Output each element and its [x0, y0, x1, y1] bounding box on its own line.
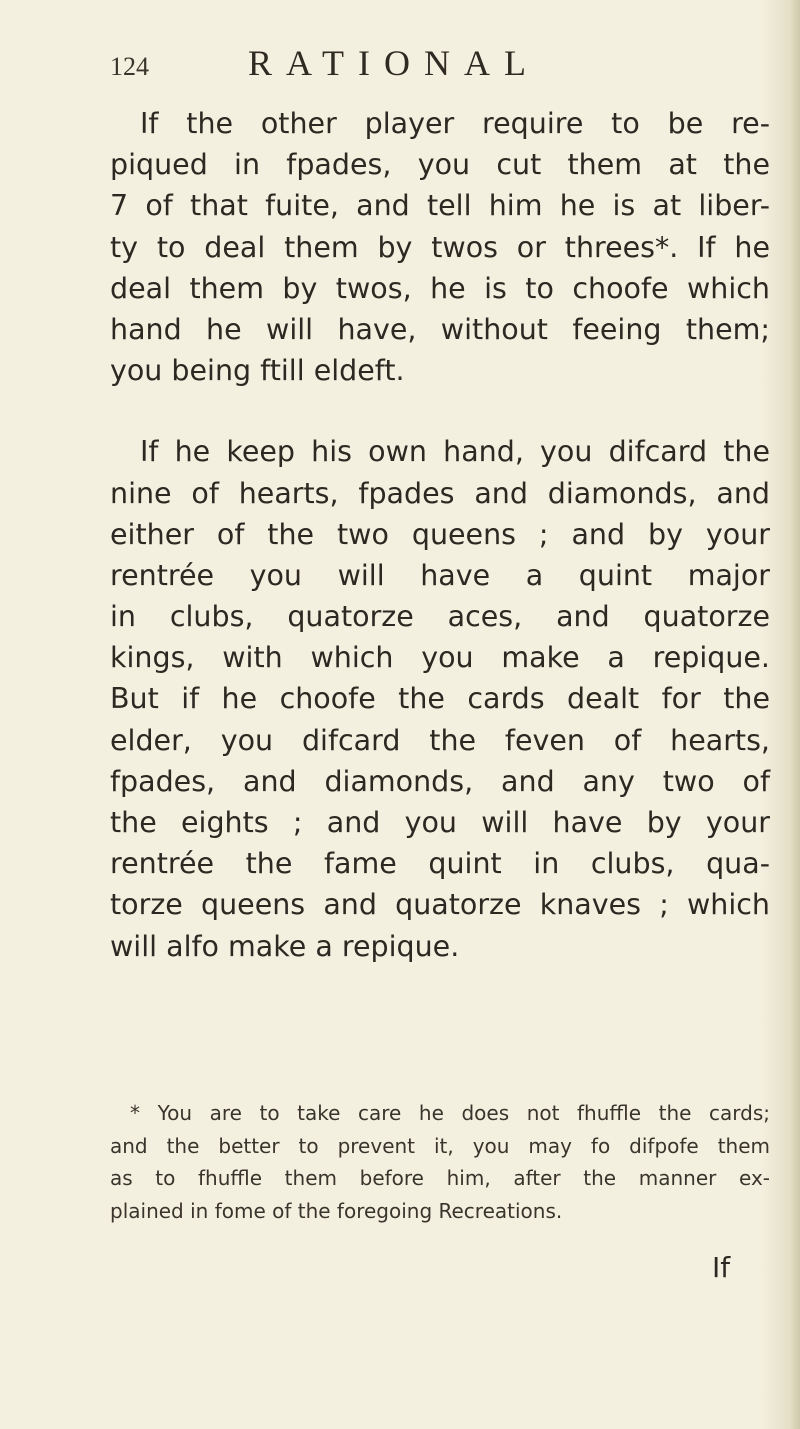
- text-line: 7 of that fuite, and tell him he is at liber-: [110, 189, 770, 223]
- footnote-line: * You are to take care he does not fhuffle the cards;: [130, 1101, 770, 1125]
- text-line: nine of hearts, fpades and diamonds, and: [110, 476, 770, 510]
- page-header: [110, 42, 710, 92]
- text-line: If the other player require to be re-: [140, 107, 770, 140]
- footnote-line: plained in fome of the foregoing Recreations.: [110, 1198, 563, 1223]
- text-line: will alfo make a repique.: [110, 929, 460, 963]
- body-text: [110, 103, 770, 967]
- text-line: rentrée the fame quint in clubs, qua-: [110, 847, 770, 881]
- running-head: RATIONAL: [248, 43, 540, 83]
- text-line: rentrée you will have a quint major: [110, 558, 770, 592]
- page-number: 124: [110, 52, 149, 81]
- text-line: hand he will have, without feeing them;: [110, 312, 770, 346]
- text-line: elder, you difcard the feven of hearts,: [110, 723, 770, 757]
- text-line: kings, with which you make a repique.: [110, 641, 770, 675]
- text-line: ty to deal them by twos or threes*. If he: [110, 230, 770, 264]
- footnote: [110, 1097, 770, 1227]
- text-line: piqued in fpades, you cut them at the: [110, 148, 770, 182]
- text-line: the eights ; and you will have by your: [110, 806, 770, 839]
- text-line: you being ftill eldeft.: [110, 354, 405, 388]
- footnote-line: as to fhuffle them before him, after the manner ex-: [110, 1166, 770, 1190]
- footnote-line: and the better to prevent it, you may fo difpofe them: [110, 1133, 770, 1158]
- text-line: torze queens and quatorze knaves ; which: [110, 888, 770, 922]
- text-line: fpades, and diamonds, and any two of: [110, 764, 770, 798]
- text-line: either of the two queens ; and by your: [110, 517, 770, 551]
- text-line: But if he choofe the cards dealt for the: [110, 682, 770, 716]
- text-line: in clubs, quatorze aces, and quatorze: [110, 600, 770, 634]
- paragraph-gap: [110, 391, 770, 431]
- catchword: If: [712, 1251, 731, 1284]
- text-line: If he keep his own hand, you difcard the: [140, 435, 770, 469]
- text-line: deal them by twos, he is to choofe which: [110, 271, 770, 305]
